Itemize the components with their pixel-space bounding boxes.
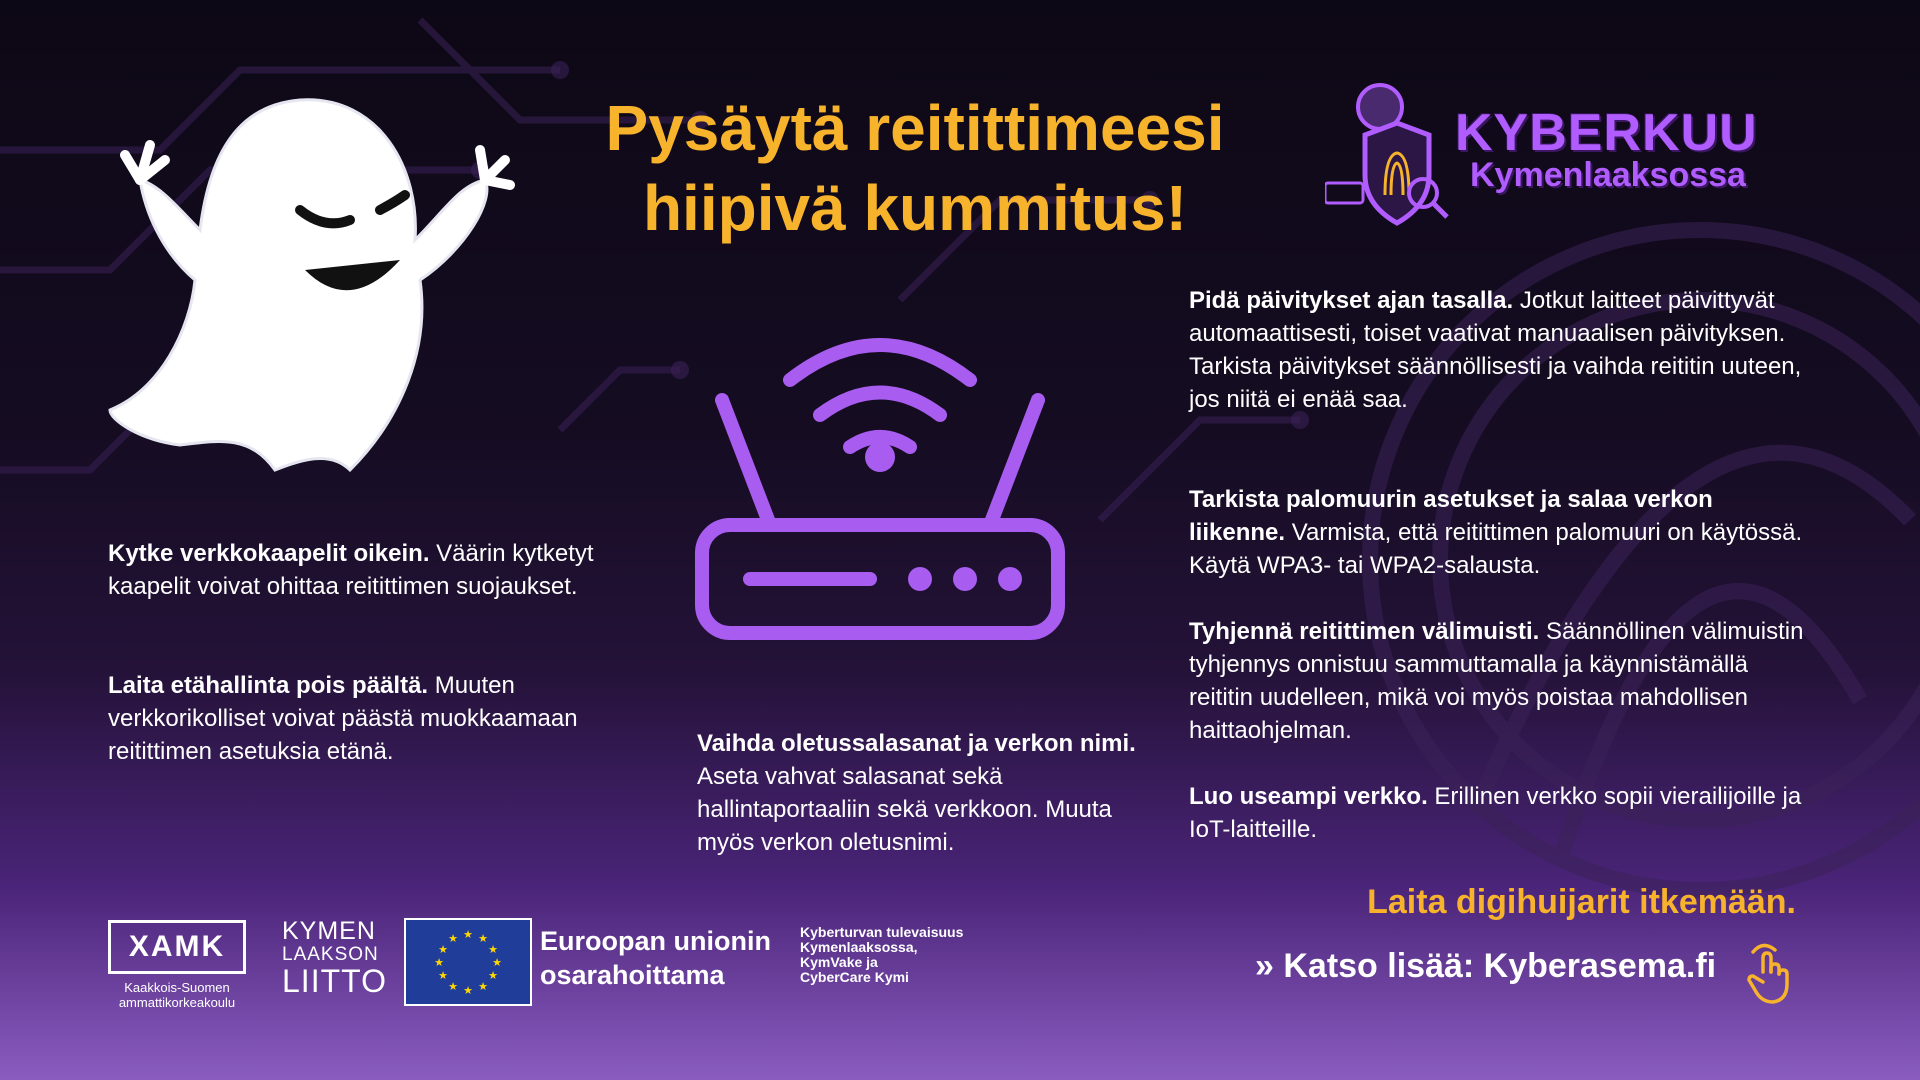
ghost-icon: [100, 90, 530, 490]
tip-cache: [1189, 615, 1809, 747]
tip-cables-heading: Kytke verkkokaapelit oikein.: [108, 540, 430, 567]
svg-text:★: ★: [463, 984, 473, 997]
xamk-wordmark: XAMK: [108, 920, 246, 974]
tip-passwords: [697, 727, 1137, 859]
svg-text:★: ★: [492, 956, 502, 969]
logo-subtitle: Kymenlaaksossa: [1470, 156, 1746, 194]
title-line-2: hiipivä kummitus!: [642, 172, 1188, 244]
kyberkuu-logo: [1325, 75, 1795, 235]
kymen-line-2: LAAKSON: [282, 944, 379, 965]
router-icon: [690, 335, 1070, 655]
xamk-subtitle: [108, 980, 246, 1010]
project-line-1: Kyberturvan tulevaisuus: [800, 924, 964, 940]
tip-remote-text: Muuten verkkorikolliset voivat päästä muokkaamaan reitittimen asetuksia etänä.: [108, 672, 578, 765]
project-line-2: Kymenlaaksossa,: [800, 939, 918, 955]
tip-passwords-text: Aseta vahvat salasanat sekä hallintaportaaliin sekä verkkoon. Muuta myös verkon oletusnimi.: [697, 763, 1112, 856]
xamk-subtitle-line-2: ammattikorkeakoulu: [118, 995, 236, 1010]
eu-text-line-2: osarahoittama: [540, 960, 725, 990]
eu-stars: [406, 920, 530, 1004]
svg-text:★: ★: [488, 969, 498, 982]
svg-text:★: ★: [478, 980, 488, 993]
tip-cache-text: Säännöllinen välimuistin tyhjennys onnistuu sammuttamalla ja käynnistämällä reititin uudelleen, mikä voi myös poistaa mahdollisen haittaohjelman.: [1189, 618, 1804, 744]
more-info-link[interactable]: » Katso lisää: Kyberasema.fi: [1255, 947, 1717, 985]
project-line-3: KymVake ja: [800, 954, 878, 970]
xamk-subtitle-line-1: Kaakkois-Suomen: [124, 980, 230, 995]
tip-passwords-heading: Vaihda oletussalasanat ja verkon nimi.: [697, 730, 1136, 757]
svg-text:★: ★: [448, 932, 458, 945]
eu-funding-text: [540, 924, 771, 992]
title-line-1: Pysäytä reitittimeesi: [605, 92, 1225, 164]
tip-networks-heading: Luo useampi verkko.: [1189, 783, 1428, 810]
svg-text:★: ★: [448, 980, 458, 993]
tip-networks: [1189, 780, 1809, 846]
tip-remote-heading: Laita etähallinta pois päältä.: [108, 672, 429, 699]
xamk-logo: [108, 920, 246, 1010]
tip-updates-text: Jotkut laitteet päivittyvät automaattisesti, toiset vaativat manuaalisen päivityksen. Tarkista päivitykset säännöllisesti ja vaihda reititin uuteen, jos niitä ei enää saa.: [1189, 287, 1802, 413]
logo-title: KYBERKUU: [1455, 104, 1758, 162]
project-names: [800, 925, 963, 985]
tip-cables: [108, 537, 668, 603]
svg-text:★: ★: [488, 943, 498, 956]
svg-text:★: ★: [438, 969, 448, 982]
tip-updates-heading: Pidä päivitykset ajan tasalla.: [1189, 287, 1514, 314]
tip-firewall-heading: Tarkista palomuurin asetukset ja salaa verkon liikenne.: [1189, 486, 1713, 546]
svg-text:★: ★: [434, 956, 444, 969]
eu-flag-icon: [404, 918, 532, 1006]
tip-cache-heading: Tyhjennä reitittimen välimuisti.: [1189, 618, 1540, 645]
page-title: [555, 88, 1275, 248]
project-line-4: CyberCare Kymi: [800, 969, 909, 985]
tip-cables-text: Väärin kytketyt kaapelit voivat ohittaa reitittimen suojaukset.: [108, 540, 594, 600]
svg-text:★: ★: [478, 932, 488, 945]
kymenlaakson-liitto-logo: [282, 917, 387, 999]
tip-remote: [108, 669, 668, 768]
tip-firewall: [1189, 483, 1809, 582]
tip-networks-text: Erillinen verkko sopii vierailijoille ja IoT-laitteille.: [1189, 783, 1802, 843]
pointing-hand-icon: [1745, 942, 1795, 1006]
kymen-line-3: LIITTO: [282, 963, 387, 999]
svg-text:★: ★: [438, 943, 448, 956]
tip-updates: [1189, 284, 1809, 416]
wifi-icon: [790, 345, 970, 380]
svg-text:★: ★: [463, 928, 473, 941]
detective-shield-icon: [1325, 75, 1465, 235]
kymen-line-1: KYMEN: [282, 917, 376, 945]
call-to-action: Laita digihuijarit itkemään.: [1367, 883, 1796, 921]
eu-text-line-1: Euroopan unionin: [540, 926, 771, 956]
tip-firewall-text: Varmista, että reitittimen palomuuri on käytössä. Käytä WPA3- tai WPA2-salausta.: [1189, 519, 1803, 579]
